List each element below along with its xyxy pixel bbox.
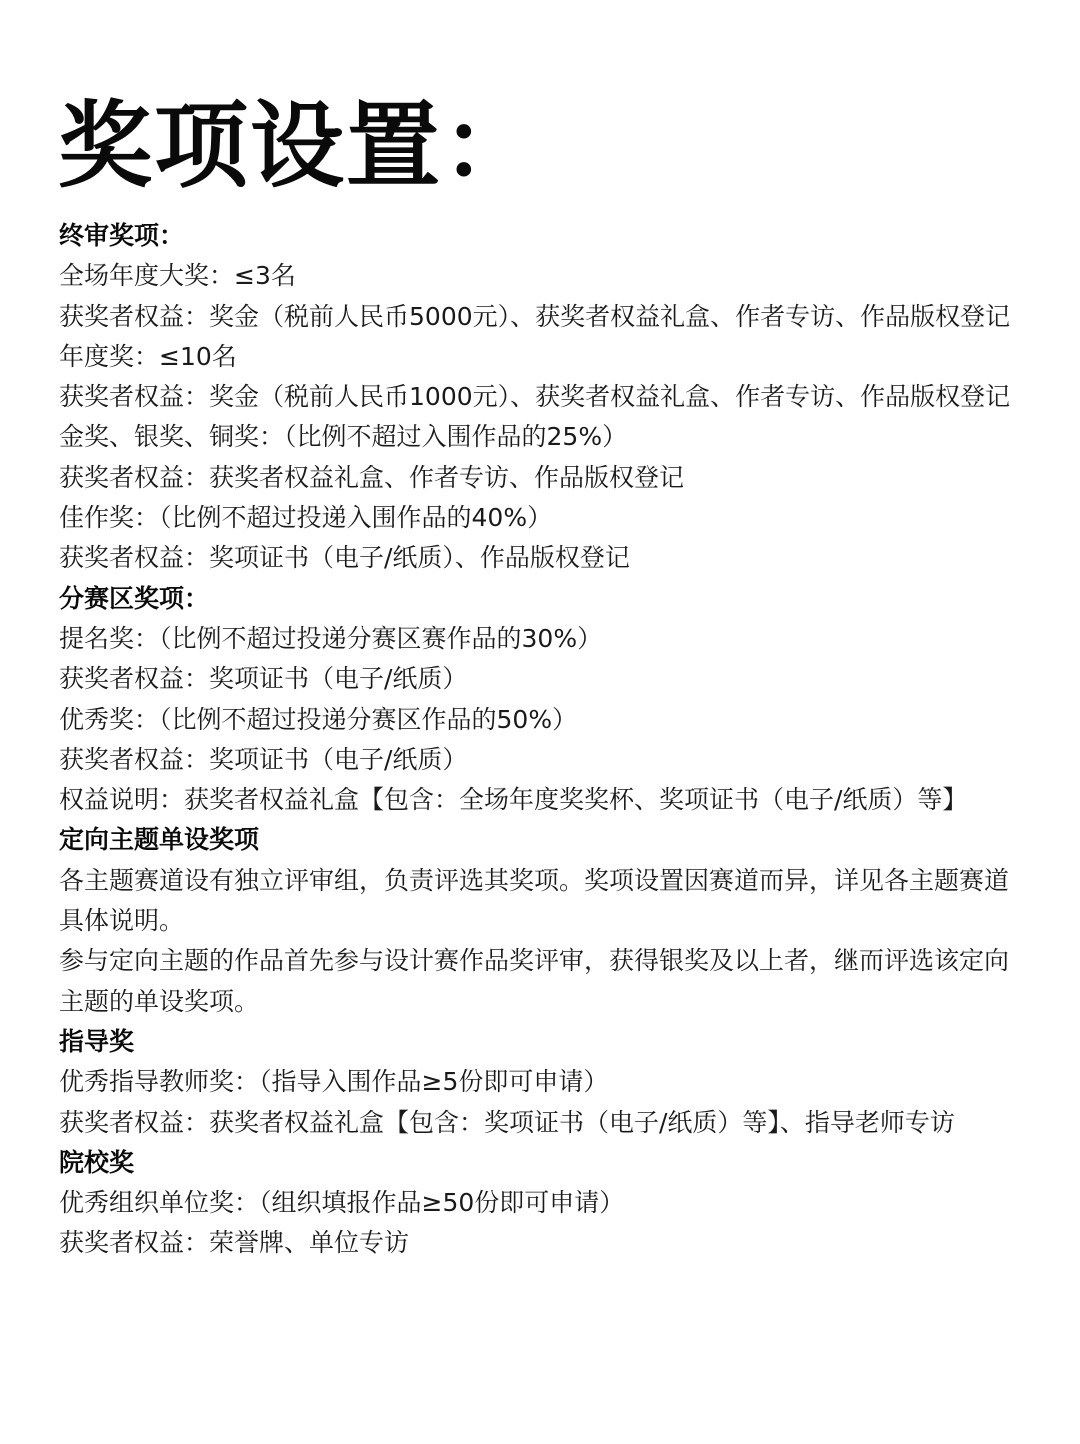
org-prize: 优秀组织单位奖：（组织填报作品≥50份即可申请） [59, 1188, 625, 1218]
division-awards-heading: 分赛区奖项： [59, 583, 210, 613]
nomination-prize-benefit: 获奖者权益：奖项证书（电子/纸质） [59, 664, 468, 694]
benefit-note: 权益说明：获奖者权益礼盒【包含：全场年度奖奖杯、奖项证书（电子/纸质）等】 [59, 785, 968, 815]
medals-prize: 金奖、银奖、铜奖：（比例不超过入围作品的25%） [59, 422, 628, 452]
merit-prize-benefit: 获奖者权益：奖项证书（电子/纸质）、作品版权登记 [59, 543, 630, 573]
annual-prize: 年度奖：≤10名 [59, 341, 237, 371]
final-awards-heading: 终审奖项： [59, 221, 185, 250]
teacher-prize: 优秀指导教师奖：（指导入围作品≥5份即可申请） [59, 1067, 609, 1097]
nomination-prize: 提名奖：（比例不超过投递分赛区赛作品的30%） [59, 623, 603, 653]
school-awards-heading: 院校奖 [59, 1147, 135, 1177]
excellence-prize: 优秀奖：（比例不超过投递分赛区作品的50%） [59, 704, 578, 734]
org-prize-benefit: 获奖者权益：荣誉牌、单位专访 [59, 1228, 410, 1258]
mentor-awards-heading: 指导奖 [59, 1026, 135, 1056]
teacher-prize-benefit: 获奖者权益：获奖者权益礼盒【包含：奖项证书（电子/纸质）等】、指导老师专访 [59, 1107, 955, 1137]
content [59, 216, 1024, 1264]
medals-prize-benefit: 获奖者权益：获奖者权益礼盒、作者专访、作品版权登记 [59, 462, 685, 492]
merit-prize: 佳作奖：（比例不超过投递入围作品的40%） [59, 503, 553, 533]
annual-prize-benefit: 获奖者权益：奖金（税前人民币1000元）、获奖者权益礼盒、作者专访、作品版权登记 [59, 382, 1011, 412]
excellence-prize-benefit: 获奖者权益：奖项证书（电子/纸质） [59, 744, 468, 774]
theme-paragraph-1: 各主题赛道设有独立评审组，负责评选其奖项。奖项设置因赛道而异，详见各主题赛道具体说明。 [59, 865, 1010, 936]
grand-prize: 全场年度大奖：≤3名 [59, 261, 296, 291]
grand-prize-benefit: 获奖者权益：奖金（税前人民币5000元）、获奖者权益礼盒、作者专访、作品版权登记 [59, 301, 1011, 331]
theme-paragraph-2: 参与定向主题的作品首先参与设计赛作品奖评审，获得银奖及以上者，继而评选该定向主题的单设奖项。 [59, 946, 1010, 1016]
theme-awards-heading: 定向主题单设奖项 [59, 825, 260, 855]
page-title: 奖项设置： [58, 91, 539, 201]
